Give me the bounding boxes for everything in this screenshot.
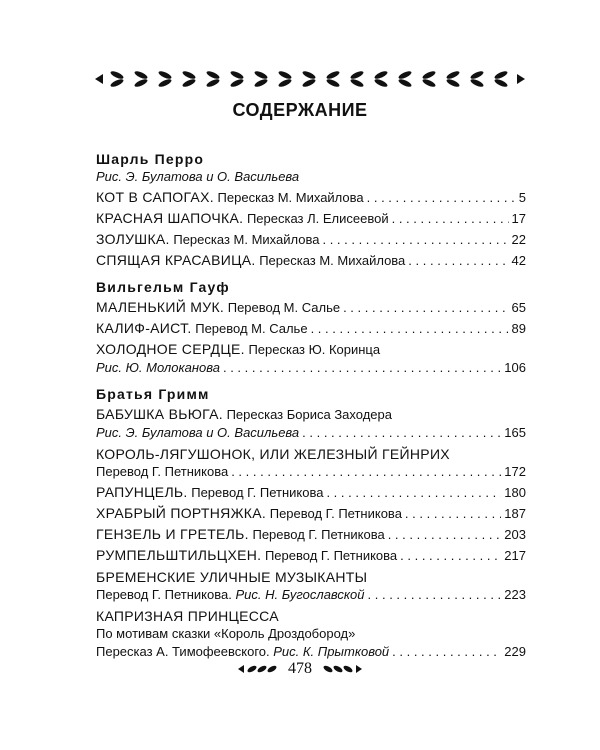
toc-entry-continuation[interactable] bbox=[96, 586, 526, 604]
page-footer bbox=[0, 660, 600, 678]
story-credit: Пересказ М. Михайлова bbox=[259, 253, 406, 268]
page-ref: 5 bbox=[518, 190, 526, 205]
story-credit: Пересказ М. Михайлова bbox=[217, 190, 364, 205]
story-credit: Пересказ Л. Елисеевой bbox=[246, 211, 389, 226]
leader-dots bbox=[223, 359, 501, 377]
toc-entry[interactable] bbox=[96, 484, 526, 502]
toc-entry[interactable] bbox=[96, 505, 526, 523]
page-ref: 165 bbox=[504, 425, 526, 440]
story-credit: Пересказ Бориса Заходера bbox=[226, 407, 392, 422]
story-title: КОТ В САПОГАХ. bbox=[96, 189, 214, 205]
toc-entry[interactable] bbox=[96, 320, 526, 338]
leader-dots bbox=[392, 210, 509, 228]
section-author-grimm: Братья Гримм bbox=[96, 386, 210, 402]
story-credit: Перевод Г. Петникова bbox=[191, 485, 324, 500]
left-leaf-ornament-icon bbox=[238, 661, 282, 677]
right-leaf-ornament-icon bbox=[318, 661, 362, 677]
toc-entry[interactable] bbox=[96, 231, 526, 249]
page-ref: 217 bbox=[504, 548, 526, 563]
leader-dots bbox=[322, 231, 508, 249]
story-title: МАЛЕНЬКИЙ МУК. bbox=[96, 299, 225, 315]
page-ref: 106 bbox=[504, 360, 526, 375]
toc-entry-heading[interactable] bbox=[96, 406, 526, 424]
story-title: БРЕМЕНСКИЕ УЛИЧНЫЕ МУЗЫКАНТЫ bbox=[96, 569, 368, 585]
leader-dots bbox=[231, 463, 501, 481]
page-title: СОДЕРЖАНИЕ bbox=[232, 100, 368, 120]
story-credit: Перевод Г. Петникова bbox=[96, 464, 229, 479]
story-title: ГЕНЗЕЛЬ И ГРЕТЕЛЬ. bbox=[96, 526, 249, 542]
story-credit: Пересказ Ю. Коринца bbox=[248, 342, 381, 357]
leader-dots bbox=[311, 320, 509, 338]
page-ref: 22 bbox=[511, 232, 526, 247]
story-title: РУМПЕЛЬШТИЛЬЦХЕН. bbox=[96, 547, 262, 563]
story-credit: Перевод Г. Петникова. bbox=[96, 587, 232, 602]
toc-entry[interactable] bbox=[96, 299, 526, 317]
leader-dots bbox=[405, 505, 501, 523]
story-title: БАБУШКА ВЬЮГА. bbox=[96, 406, 223, 422]
section-author-hauff: Вильгельм Гауф bbox=[96, 279, 230, 295]
page-ref: 42 bbox=[511, 253, 526, 268]
story-credit: Перевод Г. Петникова bbox=[269, 506, 402, 521]
story-credit: Перевод Г. Петникова bbox=[252, 527, 385, 542]
story-title: ХОЛОДНОЕ СЕРДЦЕ. bbox=[96, 341, 245, 357]
page-ref: 65 bbox=[511, 300, 526, 315]
section-author-perrault: Шарль Перро bbox=[96, 151, 205, 167]
leader-dots bbox=[408, 252, 508, 270]
leader-dots bbox=[400, 547, 501, 565]
story-credit: Перевод Г. Петникова bbox=[264, 548, 398, 563]
story-title: КАПРИЗНАЯ ПРИНЦЕССА bbox=[96, 608, 279, 624]
toc-entry-continuation[interactable] bbox=[96, 463, 526, 481]
top-ornament-divider bbox=[95, 66, 525, 92]
leader-dots bbox=[302, 424, 501, 442]
illustrator-credit: Рис. К. Прытковой bbox=[273, 644, 390, 659]
leader-dots bbox=[343, 299, 508, 317]
story-title: ХРАБРЫЙ ПОРТНЯЖКА. bbox=[96, 505, 267, 521]
toc-entry-heading[interactable] bbox=[96, 341, 526, 359]
toc-entry[interactable] bbox=[96, 189, 526, 207]
toc-entry[interactable] bbox=[96, 252, 526, 270]
story-credit: Пересказ А. Тимофеевского. bbox=[96, 644, 270, 659]
table-of-contents bbox=[96, 150, 526, 661]
story-title: СПЯЩАЯ КРАСАВИЦА. bbox=[96, 252, 256, 268]
toc-entry[interactable] bbox=[96, 210, 526, 228]
toc-entry-heading[interactable] bbox=[96, 568, 526, 586]
toc-entry-heading[interactable] bbox=[96, 445, 526, 463]
toc-entry[interactable] bbox=[96, 547, 526, 565]
illustrator-credit: Рис. Э. Булатова и О. Васильева bbox=[96, 425, 300, 440]
story-title: КАЛИФ-АИСТ. bbox=[96, 320, 192, 336]
story-credit: Перевод М. Салье bbox=[195, 321, 308, 336]
leader-dots bbox=[367, 189, 516, 207]
story-credit: Перевод М. Салье bbox=[227, 300, 341, 315]
page-ref: 180 bbox=[504, 485, 526, 500]
toc-entry-continuation[interactable] bbox=[96, 359, 526, 377]
page-number: 478 bbox=[288, 660, 312, 677]
leader-dots bbox=[326, 484, 501, 502]
page-ref: 203 bbox=[504, 527, 526, 542]
toc-entry-continuation[interactable] bbox=[96, 424, 526, 442]
page-ref: 223 bbox=[504, 587, 526, 602]
leader-dots bbox=[392, 643, 501, 661]
story-title: РАПУНЦЕЛЬ. bbox=[96, 484, 188, 500]
story-title: КОРОЛЬ-ЛЯГУШОНОК, ИЛИ ЖЕЛЕЗНЫЙ ГЕЙНРИХ bbox=[96, 446, 450, 462]
page-ref: 229 bbox=[504, 644, 526, 659]
page-ref: 89 bbox=[511, 321, 526, 336]
page-ref: 187 bbox=[504, 506, 526, 521]
illustrator-credit: Рис. Н. Бугославской bbox=[235, 587, 365, 602]
page-ref: 17 bbox=[511, 211, 526, 226]
section-illustrators bbox=[96, 168, 526, 186]
toc-entry-continuation[interactable] bbox=[96, 643, 526, 661]
leader-dots bbox=[368, 586, 502, 604]
story-title: ЗОЛУШКА. bbox=[96, 231, 170, 247]
story-note bbox=[96, 625, 526, 643]
page-ref: 172 bbox=[504, 464, 526, 479]
story-note-text: По мотивам сказки «Король Дроздобород» bbox=[96, 626, 356, 641]
illustrator-credit: Рис. Ю. Молоканова bbox=[96, 360, 220, 375]
leader-dots bbox=[388, 526, 502, 544]
toc-entry-heading[interactable] bbox=[96, 607, 526, 625]
toc-entry[interactable] bbox=[96, 526, 526, 544]
story-credit: Пересказ М. Михайлова bbox=[173, 232, 320, 247]
story-title: КРАСНАЯ ШАПОЧКА. bbox=[96, 210, 244, 226]
illustrator-credit: Рис. Э. Булатова и О. Васильева bbox=[96, 169, 300, 184]
